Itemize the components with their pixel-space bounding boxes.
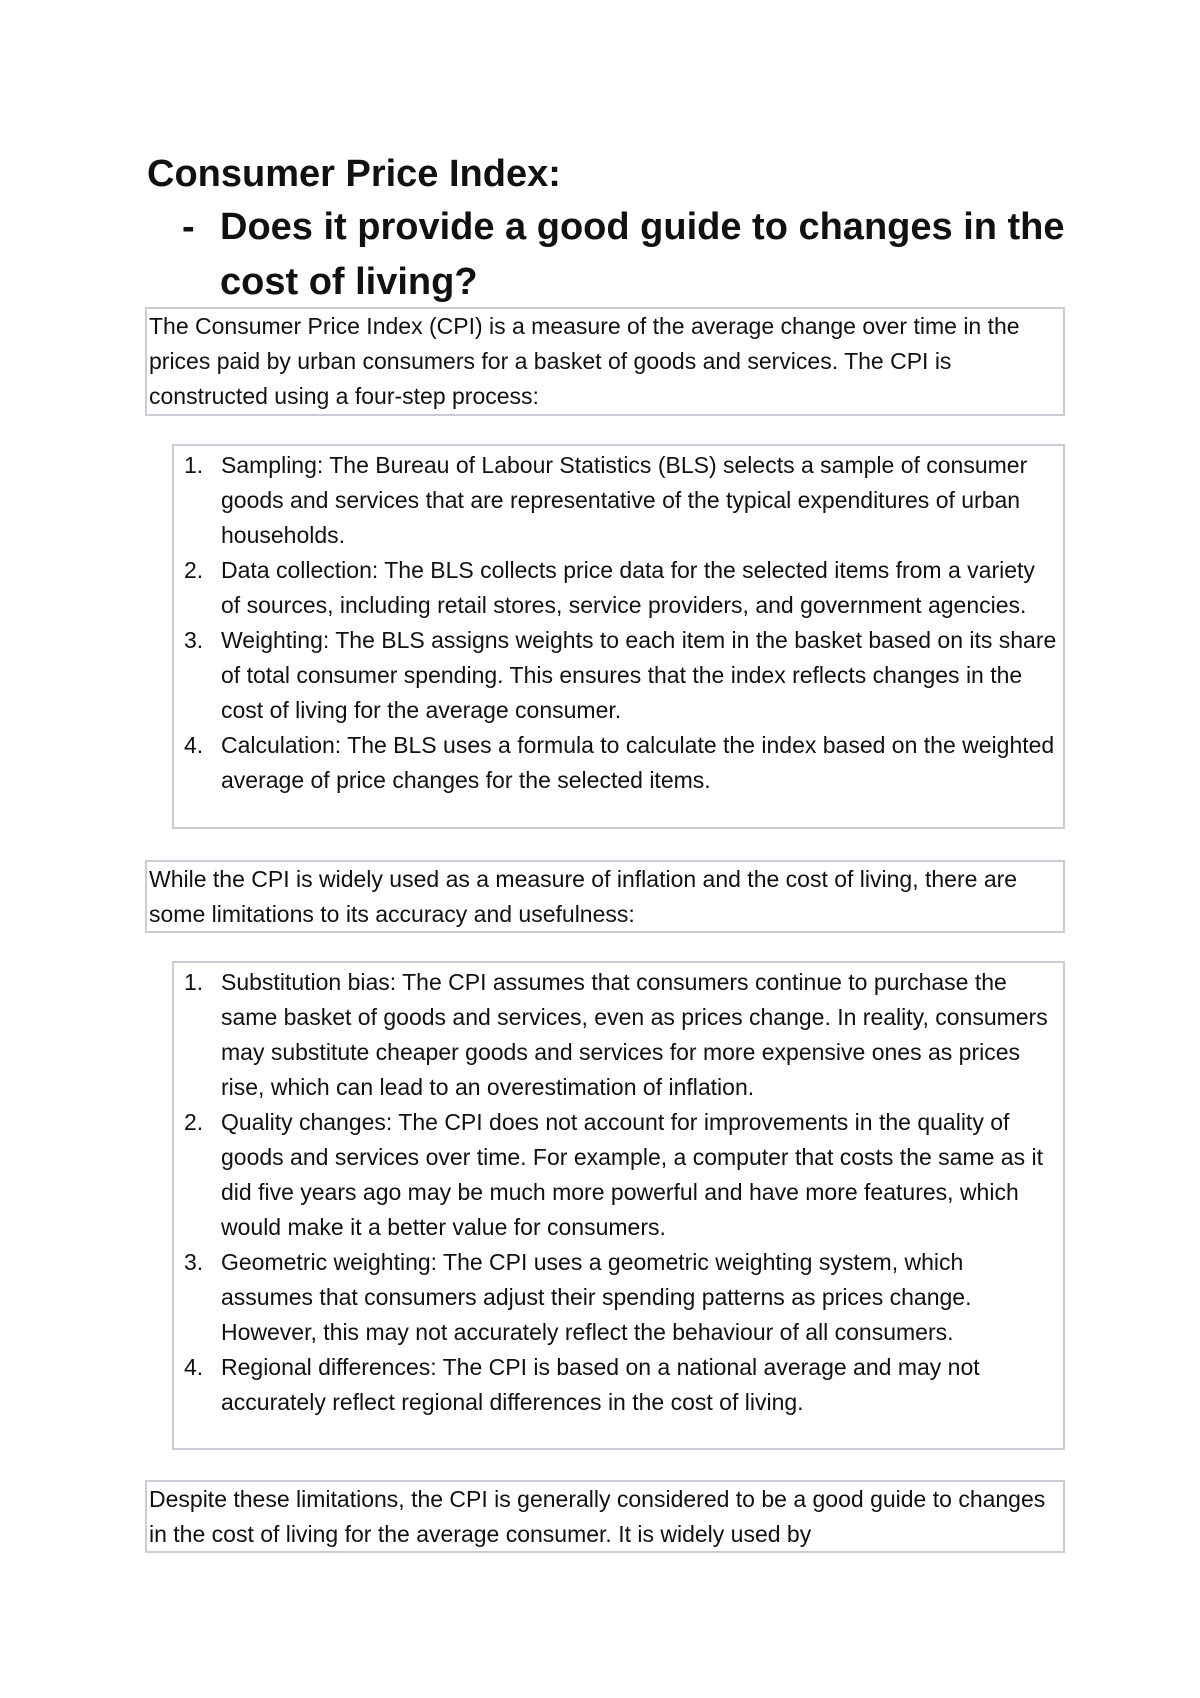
list-item-text: Quality changes: The CPI does not account for improvements in the quality of goods and services over time. For example, a computer that costs the same as it did five years ago may be much more powerful and have more features, which would make it a better value for consumers. [221, 1109, 1043, 1240]
list-item [174, 728, 1059, 798]
list-number: 3. [184, 627, 204, 653]
list-item-text: Substitution bias: The CPI assumes that consumers continue to purchase the same basket of goods and services, even as prices change. In reality, consumers may substitute cheaper goods and services for more expensive ones as prices rise, which can lead to an overestimation of inflation. [221, 969, 1048, 1100]
limitations-list-box [172, 961, 1065, 1450]
list-item [174, 623, 1059, 728]
list-number: 3. [184, 1249, 204, 1275]
steps-list [174, 448, 1063, 798]
conclusion-box [145, 1480, 1065, 1553]
list-item [174, 1245, 1059, 1350]
conclusion-paragraph: Despite these limitations, the CPI is generally considered to be a good guide to changes in the cost of living for the average consumer. It is widely used by [149, 1486, 1046, 1547]
list-item [174, 965, 1059, 1105]
list-item [174, 553, 1059, 623]
limitations-list [174, 965, 1063, 1420]
list-number: 1. [184, 969, 204, 995]
limitations-intro-box [145, 860, 1065, 933]
list-number: 4. [184, 732, 204, 758]
list-item-text: Data collection: The BLS collects price data for the selected items from a variety of sources, including retail stores, service providers, and government agencies. [221, 557, 1035, 618]
steps-list-box [172, 444, 1065, 829]
list-item-text: Geometric weighting: The CPI uses a geometric weighting system, which assumes that consumers adjust their spending patterns as prices change. However, this may not accurately reflect the behaviour of all consumers. [221, 1249, 972, 1345]
page-title: Consumer Price Index: [147, 153, 561, 195]
list-item [174, 1350, 1059, 1420]
list-item-text: Regional differences: The CPI is based on a national average and may not accurately reflect regional differences in the cost of living. [221, 1354, 980, 1415]
list-number: 2. [184, 1109, 204, 1135]
list-item [174, 448, 1059, 553]
list-number: 2. [184, 557, 204, 583]
list-item [174, 1105, 1059, 1245]
subtitle-dash: - [182, 206, 195, 248]
list-number: 4. [184, 1354, 204, 1380]
list-item-text: Calculation: The BLS uses a formula to calculate the index based on the weighted average of price changes for the selected items. [221, 732, 1055, 793]
intro-paragraph-box [145, 307, 1065, 416]
limitations-intro-paragraph: While the CPI is widely used as a measure of inflation and the cost of living, there are some limitations to its accuracy and usefulness: [149, 866, 1018, 927]
intro-paragraph: The Consumer Price Index (CPI) is a measure of the average change over time in the prices paid by urban consumers for a basket of goods and services. The CPI is constructed using a four-step process: [149, 313, 1020, 409]
subtitle-text: Does it provide a good guide to changes in the cost of living? [220, 206, 1065, 303]
list-item-text: Sampling: The Bureau of Labour Statistics (BLS) selects a sample of consumer goods and services that are representative of the typical expenditures of urban households. [221, 452, 1028, 548]
list-item-text: Weighting: The BLS assigns weights to each item in the basket based on its share of total consumer spending. This ensures that the index reflects changes in the cost of living for the average consumer. [221, 627, 1057, 723]
list-number: 1. [184, 452, 204, 478]
page-subtitle [182, 200, 1082, 310]
